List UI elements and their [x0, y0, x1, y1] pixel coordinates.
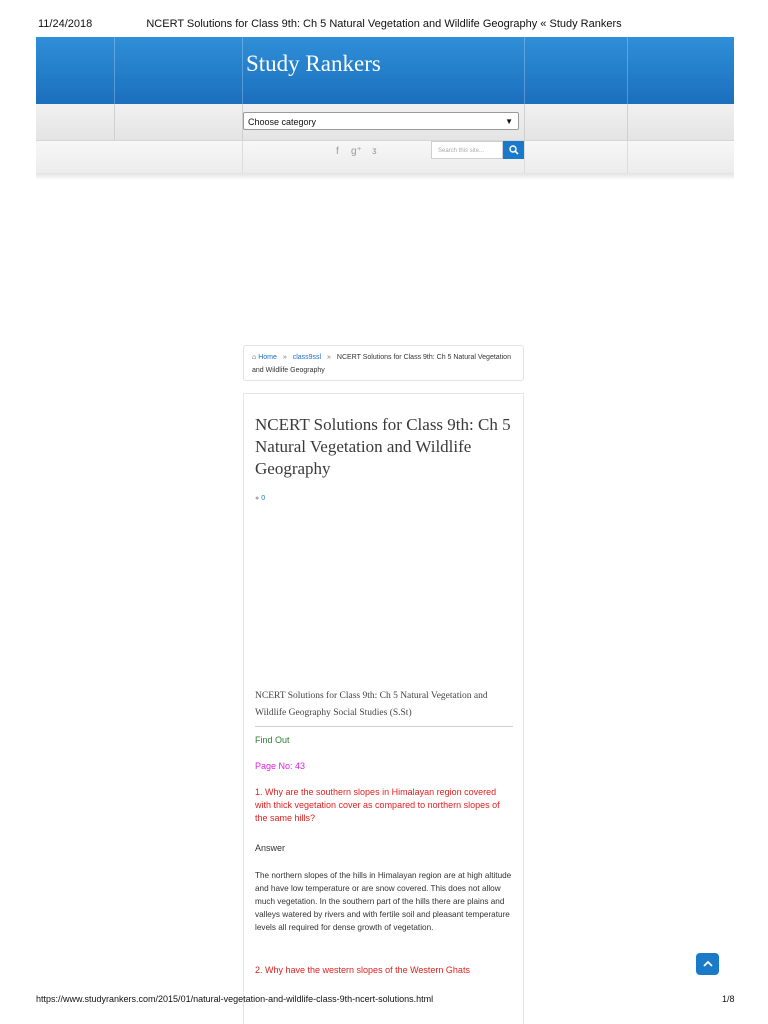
header-divider [627, 37, 628, 104]
google-plus-icon[interactable]: g⁺ [351, 146, 362, 157]
print-date: 11/24/2018 [38, 18, 93, 30]
facebook-icon[interactable]: f [336, 146, 339, 157]
breadcrumb-separator: » [327, 354, 331, 361]
page-number: Page No: 43 [255, 761, 306, 771]
social-search-bar [36, 141, 734, 173]
category-select-value: Choose category [248, 117, 317, 127]
section-heading: Find Out [255, 735, 290, 745]
question-2: 2. Why have the western slopes of the Western Ghats [255, 965, 470, 975]
comment-icon: ● [255, 495, 260, 502]
print-header [0, 0, 768, 36]
search-input[interactable] [431, 141, 503, 159]
header-shadow [36, 173, 734, 179]
breadcrumb-home[interactable]: Home [258, 354, 277, 361]
answer-text: The northern slopes of the hills in Himalayan region are at high altitude and have low temperature or are snow covered. This does not allow much vegetation. In the southern part of the hills there are plains and valleys watered by rivers and with fertile soil and pleasant temperature levels all required for dense growth of vegetation. [255, 871, 512, 932]
header-divider [114, 37, 115, 104]
print-page-number: 1/8 [722, 994, 735, 1004]
bar-divider [114, 104, 115, 140]
breadcrumb-current: NCERT Solutions for Class 9th: Ch 5 Natural Vegetation and Wildlife Geography [252, 354, 511, 374]
comment-count[interactable] [255, 495, 265, 502]
search-button[interactable] [503, 141, 524, 159]
post-title: NCERT Solutions for Class 9th: Ch 5 Natural Vegetation and Wildlife Geography [255, 415, 511, 478]
header-divider [524, 37, 525, 104]
rss-icon[interactable]: ᴣ [372, 146, 377, 157]
search-icon [509, 145, 519, 155]
question-1: 1. Why are the southern slopes in Himalayan region covered with thick vegetation cover as compared to northern slopes of the same hills? [255, 787, 500, 823]
print-page-title: NCERT Solutions for Class 9th: Ch 5 Natural Vegetation and Wildlife Geography « Study Rankers [146, 18, 622, 30]
answer-label: Answer [255, 843, 286, 853]
chevron-up-icon [703, 960, 713, 968]
print-url: https://www.studyrankers.com/2015/01/natural-vegetation-and-wildlife-class-9th-ncert-solutions.html [36, 994, 434, 1004]
post-intro: NCERT Solutions for Class 9th: Ch 5 Natural Vegetation and Wildlife Geography Social Studies (S.St) [255, 688, 513, 727]
home-icon: ⌂ [252, 354, 257, 361]
category-bar [36, 104, 734, 141]
breadcrumb-category[interactable]: class9ssl [292, 354, 322, 361]
search-placeholder: Search this site... [438, 148, 485, 154]
dropdown-arrow-icon: ▼ [505, 117, 513, 126]
site-header [36, 37, 734, 104]
header-divider [242, 37, 243, 104]
bar-divider [627, 104, 628, 140]
breadcrumb [243, 345, 524, 381]
scroll-to-top-button[interactable] [696, 953, 719, 975]
site-logo[interactable]: Study Rankers [246, 51, 381, 76]
breadcrumb-separator: » [282, 354, 287, 361]
post-card [243, 393, 524, 1024]
comment-count-value: 0 [261, 495, 266, 502]
category-select[interactable] [243, 112, 519, 130]
search-form [36, 141, 734, 159]
bar-divider [524, 104, 525, 140]
